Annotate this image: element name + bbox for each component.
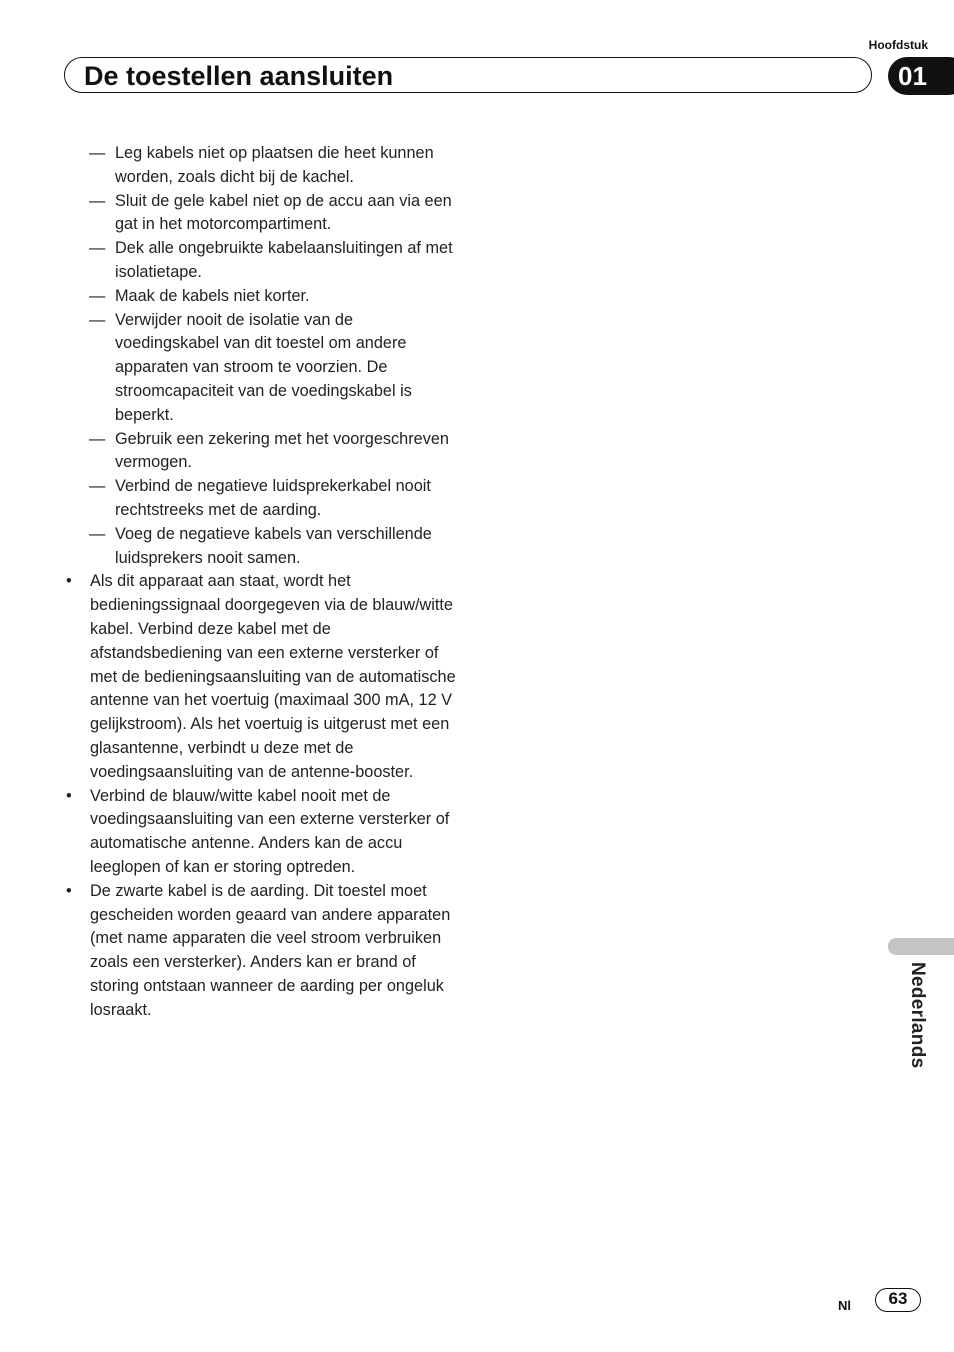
dash-marker: — — [89, 191, 106, 210]
list-item-text: Leg kabels niet op plaatsen die heet kunnen worden, zoals dicht bij de kachel. — [115, 144, 434, 186]
bullet-list — [64, 570, 456, 1022]
list-item — [64, 285, 456, 309]
list-item-text: Gebruik een zekering met het voorgeschreven vermogen. — [115, 429, 449, 472]
list-item-text: Verwijder nooit de isolatie van de voedingskabel van dit toestel om andere apparaten van stroom te voorzien. De stroomcapaciteit van de voedingskabel is beperkt. — [115, 310, 412, 424]
list-item — [64, 570, 456, 784]
main-content — [64, 142, 456, 1022]
footer-language-code: Nl — [838, 1298, 851, 1313]
dash-list — [64, 142, 456, 570]
list-item-text: De zwarte kabel is de aarding. Dit toestel moet gescheiden worden geaard van andere apparaten (met name apparaten die veel stroom verbruiken zoals een versterker). Anders kan er brand of storing ontstaan wanneer de aarding per ongeluk losraakt. — [90, 881, 451, 1019]
title-bar — [64, 57, 872, 93]
page-title: De toestellen aansluiten — [84, 61, 394, 91]
list-item — [64, 428, 456, 476]
list-item — [64, 309, 456, 428]
list-item-text: Maak de kabels niet korter. — [115, 286, 310, 305]
bullet-marker: • — [66, 572, 72, 591]
list-item — [64, 142, 456, 190]
dash-marker: — — [89, 310, 106, 329]
list-item-text: Verbind de negatieve luidsprekerkabel nooit rechtstreeks met de aarding. — [115, 477, 431, 519]
language-tab — [888, 938, 954, 955]
list-item-text: Dek alle ongebruikte kabelaansluitingen af met isolatietape. — [115, 239, 453, 281]
dash-marker: — — [89, 524, 106, 543]
language-label: Nederlands — [907, 962, 928, 1069]
list-item-text: Verbind de blauw/witte kabel nooit met de voedingsaansluiting van een externe versterker of automatische antenne. Anders kan de accu leeglopen of kan er storing optreden. — [90, 786, 450, 876]
list-item — [64, 523, 456, 571]
chapter-label: Hoofdstuk — [868, 38, 928, 52]
list-item-text: Als dit apparaat aan staat, wordt het bedieningssignaal doorgegeven via de blauw/witte kabel. Verbind deze kabel met de afstandsbediening van een externe versterker of met de bedieningsaansluiting van de automatische antenne van het voertuig (maximaal 300 mA, 12 V gelijkstroom). Als het voertuig is uitgerust met een glasantenne, verbindt u deze met de voedingsaansluiting van de antenne-booster. — [90, 572, 456, 781]
list-item — [64, 190, 456, 238]
chapter-badge: 01 — [888, 57, 954, 95]
list-item-text: Voeg de negatieve kabels van verschillende luidsprekers nooit samen. — [115, 524, 432, 567]
dash-marker: — — [89, 429, 106, 448]
list-item — [64, 785, 456, 880]
dash-marker: — — [89, 477, 106, 496]
dash-marker: — — [89, 144, 106, 162]
list-item-text: Sluit de gele kabel niet op de accu aan via een gat in het motorcompartiment. — [115, 191, 452, 234]
list-item — [64, 475, 456, 523]
dash-marker: — — [89, 239, 106, 258]
bullet-marker: • — [66, 786, 72, 805]
bullet-marker: • — [66, 881, 72, 900]
page-number: 63 — [875, 1288, 921, 1312]
dash-marker: — — [89, 286, 106, 305]
list-item — [64, 880, 456, 1023]
list-item — [64, 237, 456, 285]
